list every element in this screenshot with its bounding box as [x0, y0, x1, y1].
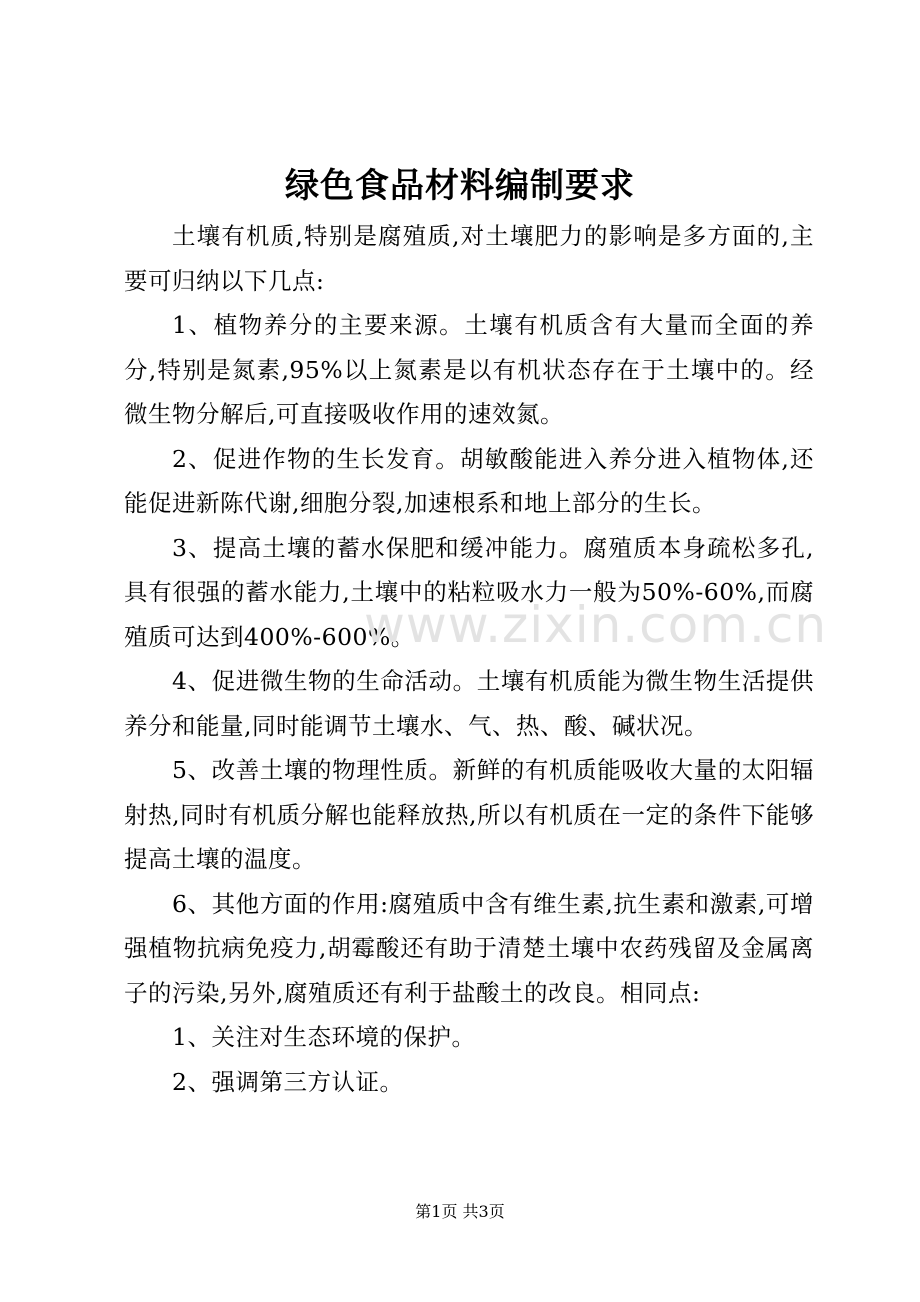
- paragraph-point-5: 5、改善土壤的物理性质。新鲜的有机质能吸收大量的太阳辐射热,同时有机质分解也能释放热,所以有机质在一定的条件下能够提高土壤的温度。: [124, 756, 814, 873]
- document-title: 绿色食品材料编制要求: [285, 166, 635, 206]
- paragraph-common-2: 2、强调第三方认证。: [172, 1067, 404, 1096]
- paragraph-point-2: 2、促进作物的生长发育。胡敏酸能进入养分进入植物体,还能促进新陈代谢,细胞分裂,加速根系和地上部分的生长。: [124, 444, 814, 517]
- paragraph-point-1: 1、植物养分的主要来源。土壤有机质含有大量而全面的养分,特别是氮素,95%以上氮素是以有机状态存在于土壤中的。经微生物分解后,可直接吸收作用的速效氮。: [124, 311, 814, 428]
- paragraph-common-1: 1、关注对生态环境的保护。: [172, 1023, 476, 1051]
- watermark: www.zixin.com.cn: [364, 596, 828, 654]
- paragraph-intro: 土壤有机质,特别是腐殖质,对土壤肥力的影响是多方面的,主要可归纳以下几点:: [124, 222, 814, 295]
- paragraph-point-6: 6、其他方面的作用:腐殖质中含有维生素,抗生素和激素,可增强植物抗病免疫力,胡霉酸还有助于清楚土壤中农药残留及金属离子的污染,另外,腐殖质还有利于盐酸土的改良。相同点:: [124, 889, 814, 1007]
- paragraph-point-3: 3、提高土壤的蓄水保肥和缓冲能力。腐殖质本身疏松多孔,具有很强的蓄水能力,土壤中的粘粒吸水力一般为50%-60%,而腐殖质可达到400%-600%。: [124, 533, 814, 651]
- document-body: [124, 214, 814, 1104]
- page-footer: 第1页 共3页: [415, 1202, 505, 1221]
- paragraph-point-4: 4、促进微生物的生命活动。土壤有机质能为微生物生活提供养分和能量,同时能调节土壤水、气、热、酸、碱状况。: [124, 667, 814, 740]
